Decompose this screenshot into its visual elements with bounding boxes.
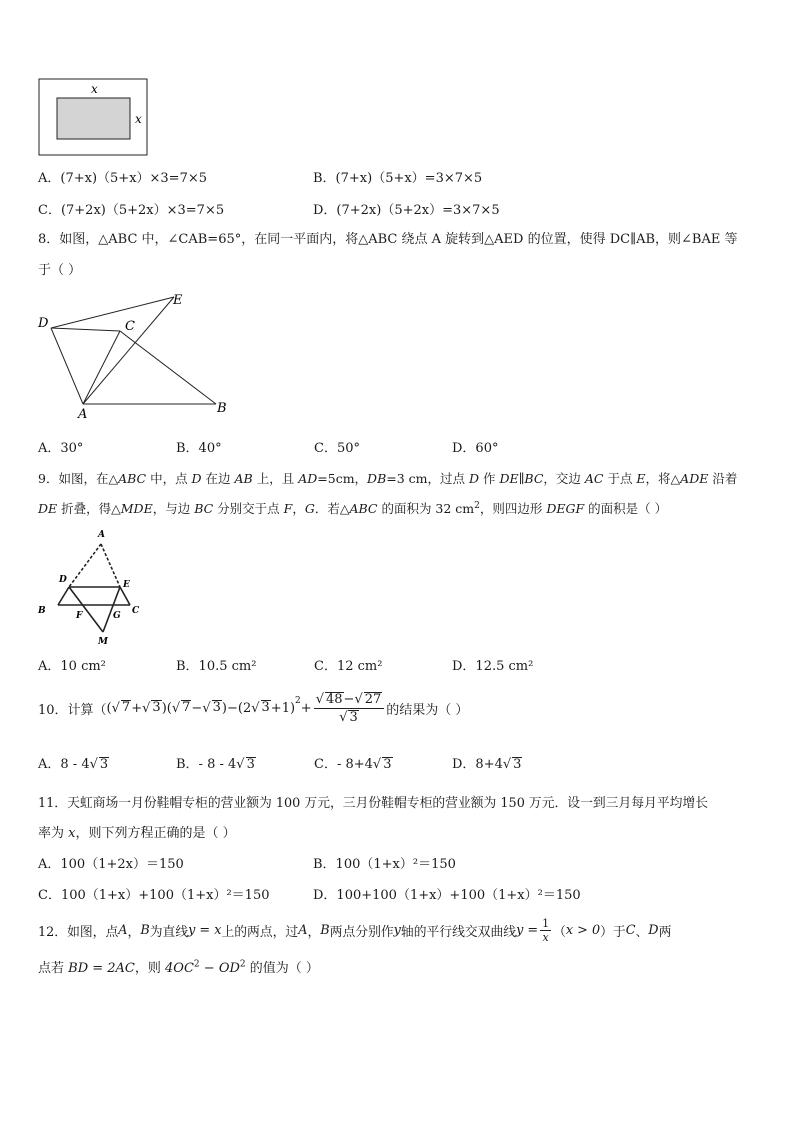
q7-option-b[interactable]: B．(7+x)（5+x）=3×7×5 — [313, 171, 483, 186]
q11-option-d[interactable]: D．100+100（1+x）+100（1+x）²＝150 — [313, 888, 581, 903]
q10-option-a[interactable]: A．8 - 4√ 3 — [38, 757, 109, 772]
fig-label-d: D — [38, 316, 49, 331]
q8-option-a[interactable]: A．30° — [38, 441, 84, 456]
q9-stem-line2: DE 折叠，得△MDE，与边 BC 分别交于点 F，G．若△ABC 的面积为 32 $cm^2$，则四边形 DEGF 的面积是（ ） — [38, 500, 668, 516]
fig-label-e: E — [123, 580, 130, 590]
q11-stem-line1: 11．天虹商场一月份鞋帽专柜的营业额为 100 万元，三月份鞋帽专柜的营业额为 150 万元．设一到三月每月平均增长 — [38, 796, 709, 811]
q10-option-d[interactable]: D．8+4√ 3 — [452, 757, 522, 772]
q9-option-b[interactable]: B．10.5 cm² — [176, 659, 257, 674]
q10-option-c[interactable]: C．- 8+4√ 3 — [314, 757, 392, 772]
q11-stem-line2: 率为 x，则下列方程正确的是（ ） — [38, 826, 236, 841]
q7-figure — [38, 78, 150, 158]
q10-fraction: $\frac{√ 48-√ 27}{√ 3}$ — [314, 691, 385, 726]
q8-stem-line2: 于（ ） — [38, 263, 82, 278]
q9-stem-line1: 9．如图，在△ABC 中，点 D 在边 AB 上，且 AD=5cm，DB=3 cm，过点 D 作 DE∥BC，交边 AC 于点 E，将△ADE 沿着 — [38, 471, 738, 486]
q10-option-b[interactable]: B．- 8 - 4√ 3 — [176, 757, 255, 772]
fig-label-m: M — [98, 637, 108, 647]
q10-stem: 10．计算（ ( √ 7 + √ 3 )( √ 7 − √ 3 )−(2 √ 3 +1) $^2$ + $\frac{√ 48-√ 27}{√ 3}$ 的结果为（ ） — [38, 691, 469, 725]
fig-label-a: A — [78, 407, 88, 422]
q12-stem-line1: 12．如图，点 A ， B 为直线 y = x 上的两点，过 A ， B 两点分别作 y 轴的平行线交双曲线 y = $\frac{1}{x}$ （ x > 0 ）于 C 、 D 两 — [38, 916, 672, 944]
fig-label-g: G — [113, 611, 121, 621]
q8-option-d[interactable]: D．60° — [452, 441, 499, 456]
q7-option-d[interactable]: D．(7+2x)（5+2x）=3×7×5 — [313, 203, 500, 218]
q8-option-c[interactable]: C．50° — [314, 441, 360, 456]
fig-label-c: C — [132, 606, 140, 616]
q12-stem-line2: 点若 BD = 2AC，则 $4OC^2 - OD^2$ 的值为（ ） — [38, 959, 319, 976]
fig-label-top: x — [91, 82, 98, 96]
q8-figure — [36, 290, 236, 422]
fig-label-right: x — [135, 112, 142, 126]
inner-rect — [57, 98, 130, 139]
fig-label-f: F — [76, 611, 83, 621]
fig-label-a: A — [98, 530, 105, 540]
q9-figure — [34, 526, 146, 648]
q11-option-a[interactable]: A．100（1+2x）＝150 — [38, 857, 184, 872]
q12-fraction: $\frac{1}{x}$ — [542, 916, 550, 944]
fig-label-b: B — [217, 401, 227, 416]
q7-option-a[interactable]: A．(7+x)（5+x）×3=7×5 — [38, 171, 208, 186]
q7-option-c[interactable]: C．(7+2x)（5+2x）×3=7×5 — [38, 203, 225, 218]
fig-label-b: B — [38, 606, 46, 616]
fig-label-c: C — [125, 319, 135, 334]
fig-label-e: E — [173, 293, 183, 308]
q8-option-b[interactable]: B．40° — [176, 441, 222, 456]
q9-option-d[interactable]: D．12.5 cm² — [452, 659, 534, 674]
fig-label-d: D — [59, 575, 67, 585]
q9-option-a[interactable]: A．10 cm² — [38, 659, 106, 674]
q8-stem-line1: 8．如图，△ABC 中，∠CAB=65°，在同一平面内，将△ABC 绕点 A 旋转到△AED 的位置，使得 DC∥AB，则∠BAE 等 — [38, 232, 738, 247]
q9-option-c[interactable]: C．12 cm² — [314, 659, 383, 674]
q11-option-c[interactable]: C．100（1+x）+100（1+x）²＝150 — [38, 888, 270, 903]
q11-option-b[interactable]: B．100（1+x）²＝150 — [313, 857, 456, 872]
